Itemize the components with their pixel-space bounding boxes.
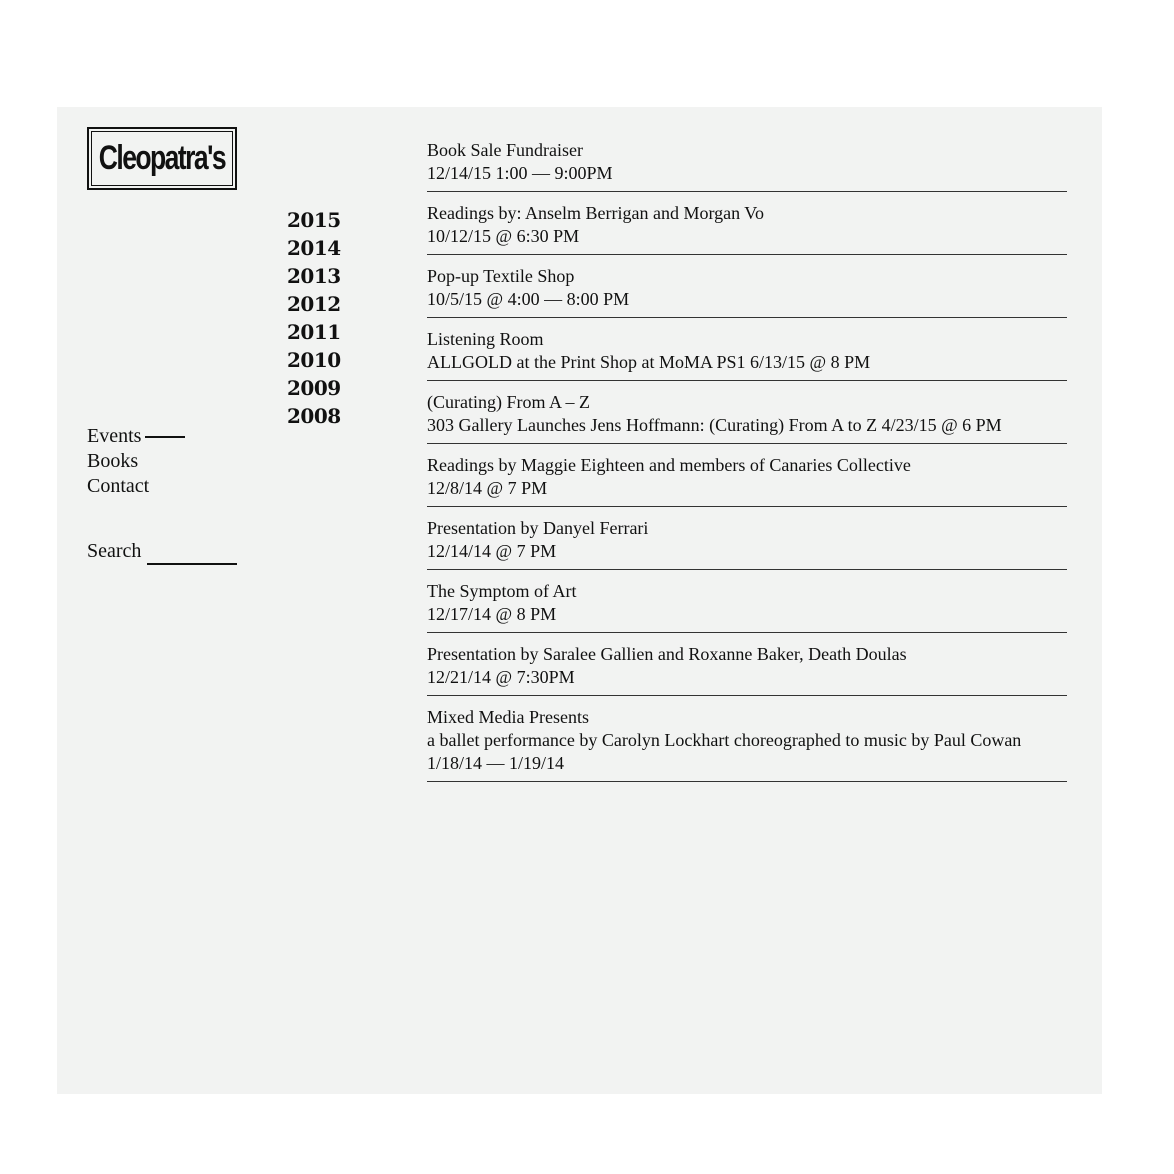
year-link-2010[interactable]: 2010 [287,348,341,372]
event-detail: 12/14/14 @ 7 PM [427,541,557,561]
event-item[interactable] [427,696,1067,782]
search-box [87,539,237,565]
nav-item-contact[interactable]: Contact [87,475,150,497]
event-item[interactable] [427,192,1067,255]
event-detail: 12/21/14 @ 7:30PM [427,667,575,687]
event-detail: 10/12/15 @ 6:30 PM [427,226,580,246]
event-item[interactable] [427,570,1067,633]
event-item[interactable] [427,507,1067,570]
event-detail: 1/18/14 — 1/19/14 [427,753,565,773]
event-detail: 12/14/15 1:00 — 9:00PM [427,163,613,183]
search-label: Search [87,540,142,562]
site-logo[interactable] [87,127,237,190]
search-input[interactable] [147,543,237,565]
event-title: Pop-up Textile Shop [427,266,575,286]
event-item[interactable] [427,136,1067,192]
event-list [427,136,1067,782]
nav-item-books[interactable]: Books [87,450,139,472]
event-detail: 12/8/14 @ 7 PM [427,478,548,498]
event-item[interactable] [427,255,1067,318]
year-link-2008[interactable]: 2008 [287,404,341,428]
event-title: Presentation by Danyel Ferrari [427,518,649,538]
event-item[interactable] [427,633,1067,696]
event-detail: 12/17/14 @ 8 PM [427,604,557,624]
logo-text: Cleopatra's [98,139,226,177]
event-detail: 10/5/15 @ 4:00 — 8:00 PM [427,289,630,309]
event-detail: 303 Gallery Launches Jens Hoffmann: (Curating) From A to Z 4/23/15 @ 6 PM [427,415,1002,435]
year-link-2013[interactable]: 2013 [287,264,341,288]
main-nav [87,424,185,499]
nav-item-events[interactable] [87,424,185,449]
event-title: Presentation by Saralee Gallien and Roxanne Baker, Death Doulas [427,644,907,664]
event-item[interactable] [427,381,1067,444]
year-link-2014[interactable]: 2014 [287,236,341,260]
event-detail: ALLGOLD at the Print Shop at MoMA PS1 6/13/15 @ 8 PM [427,352,871,372]
event-detail: a ballet performance by Carolyn Lockhart choreographed to music by Paul Cowan [427,730,1022,750]
event-title: Readings by Maggie Eighteen and members of Canaries Collective [427,455,911,475]
year-link-2011[interactable]: 2011 [287,320,341,344]
year-list [287,206,341,430]
active-indicator-dash [145,436,185,438]
event-title: (Curating) From A – Z [427,392,590,412]
year-link-2009[interactable]: 2009 [287,376,341,400]
event-title: The Symptom of Art [427,581,577,601]
event-title: Readings by: Anselm Berrigan and Morgan Vo [427,203,764,223]
event-title: Mixed Media Presents [427,707,589,727]
event-item[interactable] [427,318,1067,381]
event-item[interactable] [427,444,1067,507]
year-link-2012[interactable]: 2012 [287,292,341,316]
event-title: Book Sale Fundraiser [427,140,583,160]
nav-events-label: Events [87,425,142,447]
year-link-2015[interactable]: 2015 [287,208,341,232]
event-title: Listening Room [427,329,544,349]
